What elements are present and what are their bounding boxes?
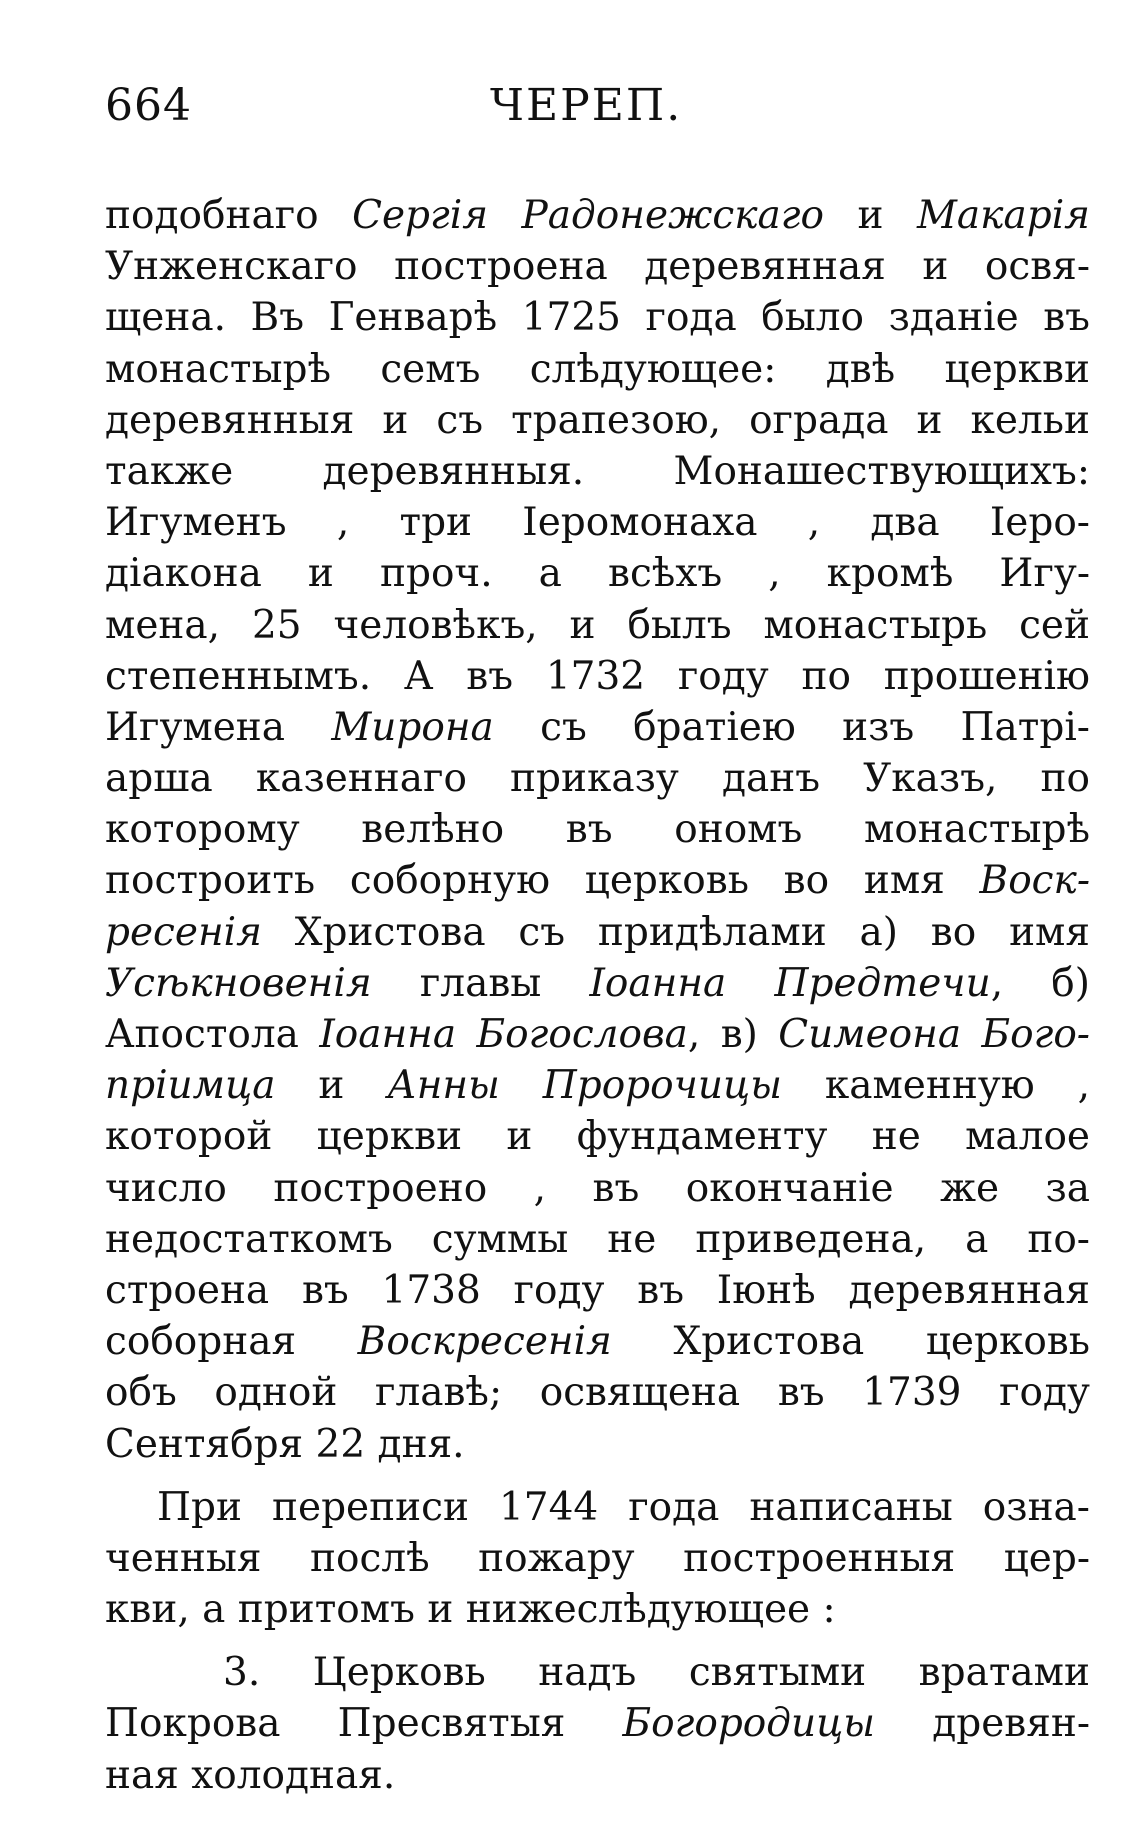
text-run: Игуменъ , три Іеромонаха , два Іеро- <box>105 500 1090 546</box>
page-number: 664 <box>105 80 192 131</box>
text-run: строена въ 1738 году въ Іюнѣ деревянная <box>105 1267 1090 1313</box>
text-line <box>105 1163 1090 1214</box>
text-run: Апостола <box>105 1012 320 1057</box>
text-line <box>105 702 1090 753</box>
text-line <box>105 1265 1090 1316</box>
text-run: построить соборную церковь во имя <box>105 858 980 904</box>
text-line <box>105 1698 1090 1749</box>
text-run: подобнаго <box>105 193 353 238</box>
text-line <box>105 1482 1090 1533</box>
text-line <box>105 651 1090 702</box>
text-run: діакона и проч. а всѣхъ , кромѣ Игу- <box>105 551 1090 597</box>
paragraph <box>105 1482 1090 1636</box>
text-run: деревянныя и съ трапезою, ограда и кельи <box>105 397 1090 443</box>
italic-name: Воск- <box>979 858 1090 904</box>
text-line <box>105 1214 1090 1265</box>
text-line <box>105 548 1090 599</box>
italic-name: Симеона Бого- <box>778 1012 1090 1057</box>
paragraph-gap <box>105 1635 1090 1647</box>
text-run: арша казеннаго приказу данъ Указъ, по <box>105 756 1090 802</box>
text-run: Христова съ придѣлами а) во имя <box>261 909 1090 955</box>
text-line <box>105 1316 1090 1367</box>
text-run: , б) <box>990 960 1090 1006</box>
italic-name: Богородицы <box>622 1701 876 1747</box>
text-line <box>105 497 1090 548</box>
text-line <box>105 1367 1090 1418</box>
page-header <box>105 72 1085 142</box>
text-line <box>105 446 1090 497</box>
text-line <box>105 241 1090 292</box>
text-run: которому велѣно въ ономъ монастырѣ <box>105 807 1090 853</box>
text-line <box>105 804 1090 855</box>
text-line <box>105 753 1090 804</box>
text-line <box>105 1584 1090 1635</box>
text-run: объ одной главѣ; освящена въ 1739 году <box>105 1370 1090 1416</box>
italic-name: пріимца <box>105 1063 276 1109</box>
italic-name: Анны Пророчицы <box>387 1063 782 1109</box>
paragraph <box>105 1647 1090 1801</box>
body-text <box>105 190 1090 1801</box>
text-line <box>105 1647 1090 1698</box>
text-run: Покрова Пресвятыя <box>105 1701 623 1747</box>
text-line <box>105 395 1090 446</box>
text-run: щена. Въ Генварѣ 1725 года было зданіе въ <box>105 295 1090 341</box>
text-run: ная холодная. <box>105 1752 396 1798</box>
text-line <box>105 600 1090 651</box>
text-run: монастырѣ семъ слѣдующее: двѣ церкви <box>105 346 1090 392</box>
text-run: При переписи 1744 года написаны озна- <box>157 1484 1090 1530</box>
text-run: число построено , въ окончаніе же за <box>105 1165 1090 1211</box>
text-run: которой церкви и фундаменту не малое <box>105 1114 1090 1160</box>
text-run: Христова церковь <box>611 1319 1090 1365</box>
text-run: , в) <box>687 1012 779 1057</box>
text-run: Сентября 22 дня. <box>105 1421 465 1467</box>
italic-name: Сергія Радонежскаго <box>352 193 824 238</box>
italic-name: Іоанна Предтечи <box>589 960 991 1006</box>
text-line <box>105 1060 1090 1111</box>
italic-name: Мирона <box>331 704 494 750</box>
text-line <box>105 907 1090 958</box>
text-run: древян- <box>875 1701 1091 1747</box>
text-run: Игумена <box>105 704 332 750</box>
text-line <box>105 855 1090 906</box>
text-run: кви, а притомъ и нижеслѣдующее : <box>105 1587 836 1633</box>
text-run: Унженскаго построена деревянная и освя- <box>105 244 1090 290</box>
text-line <box>105 1009 1090 1060</box>
paragraph <box>105 190 1090 1470</box>
text-run: каменную , <box>781 1063 1090 1109</box>
text-run: ченныя послѣ пожару построенныя цер- <box>105 1535 1090 1581</box>
running-title: ЧЕРЕП. <box>490 80 683 131</box>
text-run: 3. Церковь надъ святыми вратами <box>223 1650 1090 1696</box>
paragraph-gap <box>105 1470 1090 1482</box>
text-line <box>105 1111 1090 1162</box>
text-run: съ братіею изъ Патрі- <box>493 704 1090 750</box>
text-run: соборная <box>105 1319 358 1365</box>
italic-name: Усѣкновенія <box>105 960 372 1006</box>
text-line <box>105 958 1090 1009</box>
italic-name: ресенія <box>105 909 262 955</box>
text-run: и <box>275 1063 388 1109</box>
italic-name: Іоанна Богослова <box>319 1012 688 1057</box>
text-line <box>105 1750 1090 1801</box>
text-line <box>105 292 1090 343</box>
italic-name: Воскресенія <box>357 1319 612 1365</box>
text-run: также деревянныя. Монашествующихъ: <box>105 448 1090 494</box>
text-run: мена, 25 человѣкъ, и былъ монастырь сей <box>105 602 1090 648</box>
text-run: степеннымъ. А въ 1732 году по прошенію <box>105 653 1090 699</box>
text-run: недостаткомъ суммы не приведена, а по- <box>105 1216 1090 1262</box>
text-line <box>105 1533 1090 1584</box>
text-line <box>105 344 1090 395</box>
text-line <box>105 1419 1090 1470</box>
text-run: и <box>823 193 917 238</box>
text-line <box>105 190 1090 241</box>
text-run: главы <box>371 960 590 1006</box>
italic-name: Макарія <box>917 193 1090 238</box>
